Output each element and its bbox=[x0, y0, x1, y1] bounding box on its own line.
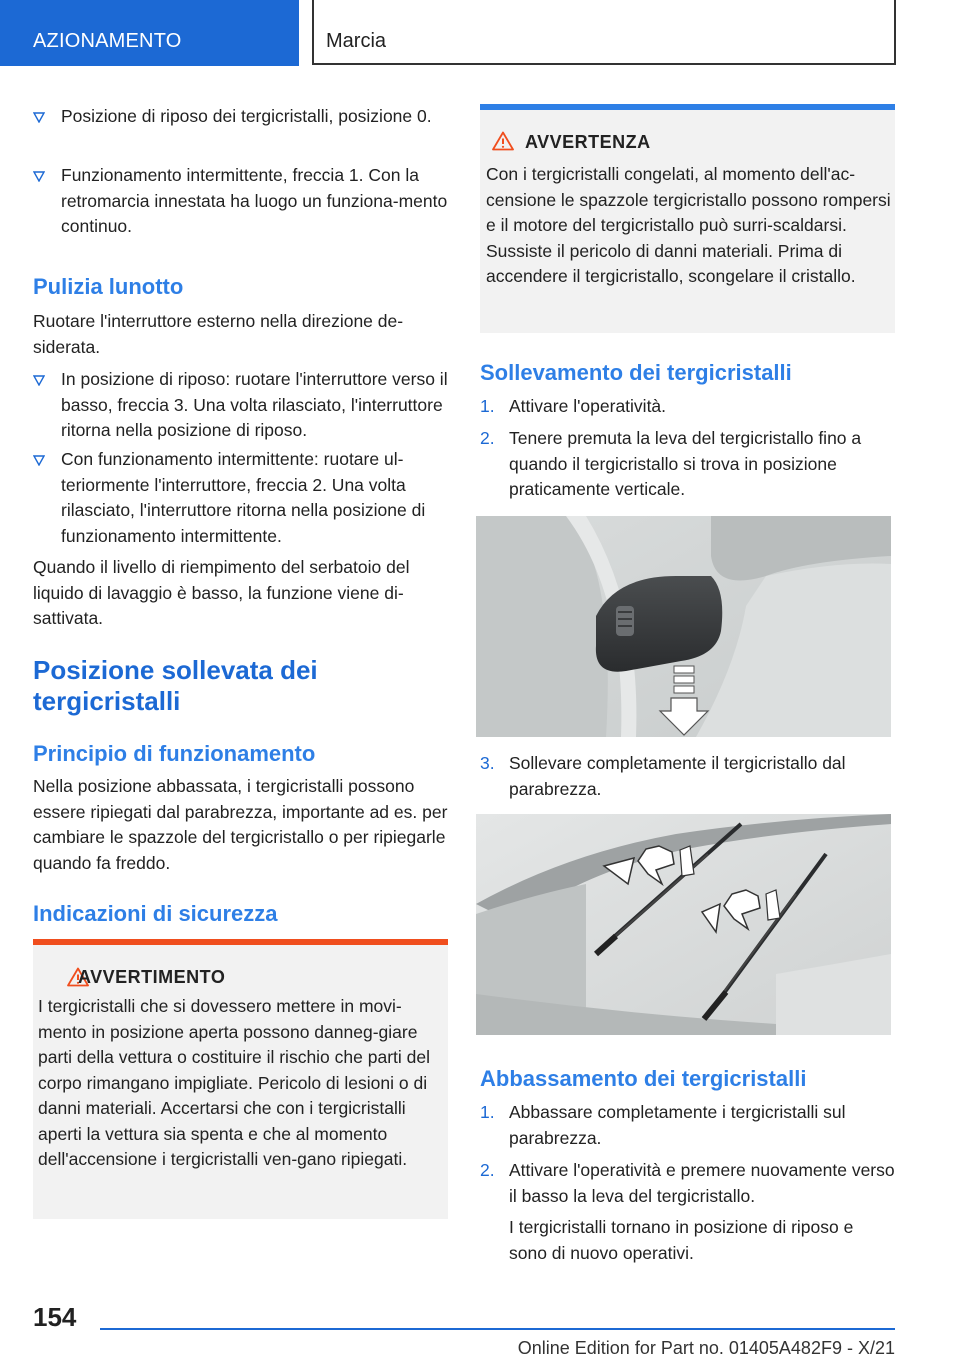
warning-text: I tergicristalli che si dovessero mettere in movi‐mento in posizione aperta possono danneg‐giare parti della vettura o costituire il rischio che parti del corpo rimangano impigliate. Pericolo di lesioni o di danni materiali. Accertarsi che con i tergicristalli aperti la vettura sia spenta e che al momento dell'accensione i tergicristalli ven‐gano ripiegati. bbox=[38, 996, 430, 1169]
list-item-text: Posizione di riposo dei tergicristalli, posizione 0. bbox=[61, 106, 432, 126]
step-number: 1. bbox=[480, 1102, 495, 1122]
section-heading: Pulizia lunotto bbox=[33, 274, 184, 299]
warning-title: AVVERTIMENTO bbox=[78, 967, 226, 987]
step-number: 1. bbox=[480, 396, 495, 416]
windshield-wipers-illustration bbox=[476, 814, 891, 1035]
section-title: AZIONAMENTO bbox=[33, 30, 182, 52]
step-text: Attivare l'operatività e premere nuovamente verso il basso la leva del tergicristallo. bbox=[509, 1160, 895, 1206]
list-item bbox=[480, 394, 895, 420]
triangle-bullet-icon bbox=[33, 170, 45, 182]
list-item-text: In posizione di riposo: ruotare l'interruttore verso il basso, freccia 3. Una volta rilasciato, l'interruttore ritorna nella posizione di riposo. bbox=[61, 369, 448, 440]
warning-box bbox=[33, 939, 448, 1219]
step-text: Attivare l'operatività. bbox=[509, 396, 667, 416]
list-item bbox=[33, 447, 448, 551]
section-heading: Sollevamento dei tergicristalli bbox=[480, 360, 792, 385]
step-number: 2. bbox=[480, 1160, 495, 1180]
list-item bbox=[480, 1158, 895, 1210]
step-number: 2. bbox=[480, 428, 495, 448]
triangle-bullet-icon bbox=[33, 454, 45, 466]
section-tab bbox=[0, 0, 299, 66]
section-heading: Indicazioni di sicurezza bbox=[33, 901, 278, 926]
step-text: Tenere premuta la leva del tergicristallo fino a quando il tergicristallo si trova in posizione praticamente verticale. bbox=[509, 428, 862, 499]
list-item bbox=[480, 1100, 895, 1152]
section-heading: Principio di funzionamento bbox=[33, 741, 316, 766]
page-number: 154 bbox=[33, 1302, 77, 1332]
warning-bar bbox=[33, 939, 448, 945]
edition-note: Online Edition for Part no. 01405A482F9 - X/21 bbox=[517, 1338, 895, 1358]
section-heading: Abbassamento dei tergicristalli bbox=[480, 1066, 807, 1091]
paragraph: Nella posizione abbassata, i tergicristalli possono essere ripiegati dal parabrezza, importante ad es. per cambiare le spazzole del tergicristallo o per ripiegarle quando fa freddo. bbox=[33, 776, 448, 873]
list-item bbox=[33, 104, 448, 156]
list-item-text: Con funzionamento intermittente: ruotare ul‐teriormente l'interruttore, freccia 2. Una volta rilasciato, l'interruttore ritorna nella posizione di funzionamento intermittente. bbox=[61, 449, 426, 546]
wiper-lever-illustration bbox=[476, 516, 891, 737]
topic-tab bbox=[312, 0, 896, 65]
caution-box bbox=[480, 104, 895, 333]
step-text: Sollevare completamente il tergicristallo dal parabrezza. bbox=[509, 753, 846, 799]
caution-bar bbox=[480, 104, 895, 110]
triangle-bullet-icon bbox=[33, 111, 45, 123]
step-number: 3. bbox=[480, 753, 495, 773]
warning-triangle-icon bbox=[492, 131, 514, 151]
caution-title: AVVERTENZA bbox=[525, 132, 651, 152]
list-item-text: Funzionamento intermittente, freccia 1. Con la retromarcia innestata ha luogo un funziona‐mento continuo. bbox=[61, 165, 448, 236]
triangle-bullet-icon bbox=[33, 374, 45, 386]
paragraph: Quando il livello di riempimento del serbatoio del liquido di lavaggio è basso, la funzione viene di‐sattivata. bbox=[33, 557, 410, 628]
list-item bbox=[33, 367, 448, 445]
step-text: Abbassare completamente i tergicristalli sul parabrezza. bbox=[509, 1102, 846, 1148]
list-item bbox=[480, 751, 895, 803]
footer-divider bbox=[100, 1328, 895, 1330]
page-title: Posizione sollevata dei tergicristalli bbox=[33, 655, 318, 716]
paragraph: Ruotare l'interruttore esterno nella direzione de‐siderata. bbox=[33, 311, 404, 357]
list-item bbox=[33, 163, 448, 241]
list-item bbox=[480, 426, 895, 504]
topic-title: Marcia bbox=[326, 30, 387, 52]
caution-text: Con i tergicristalli congelati, al momento dell'ac‐censione le spazzole tergicristallo possono rompersi e il motore del tergicristallo può surri‐scaldarsi. Sussiste il pericolo di danni materiali. Prima di accendere il tergicristallo, scongelare il cristallo. bbox=[486, 164, 891, 286]
step-result: I tergicristalli tornano in posizione di riposo e sono di nuovo operativi. bbox=[509, 1217, 854, 1263]
